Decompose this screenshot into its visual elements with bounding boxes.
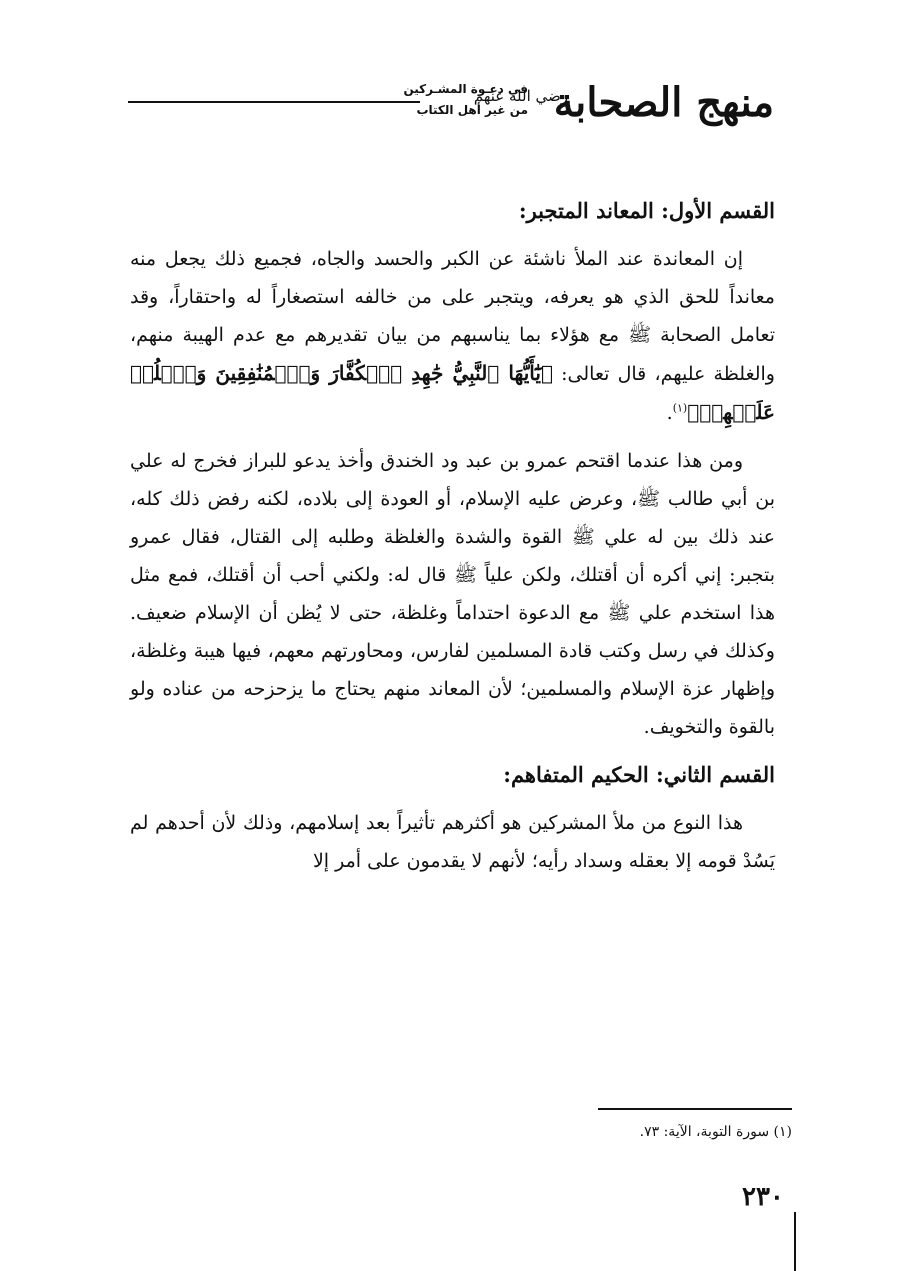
footnote: (١) سورة التوبة، الآية: ٧٣.: [639, 1124, 792, 1140]
page-number: ٢٣٠: [742, 1182, 784, 1212]
section-2: [130, 756, 775, 880]
page-body: [130, 192, 775, 890]
footnote-reference[interactable]: (١): [672, 401, 688, 415]
header-divider: [128, 101, 420, 103]
book-title-logo: منهج الصحابة: [553, 79, 774, 126]
subtitle-line-2: من غير أهل الكتاب: [416, 103, 528, 117]
body-paragraph: هذا النوع من ملأ المشركين هو أكثرهم تأثيراً بعد إسلامهم، وذلك لأن أحدهم لم يَسُدْ قومه إلا بعقله وسداد رأيه؛ لأنهم لا يقدمون على أمر إلا: [130, 812, 775, 872]
body-paragraph: ومن هذا عندما اقتحم عمرو بن عبد ود الخندق وأخذ يدعو للبراز فخرج له علي بن أبي طالب ﷺ، وعرض عليه الإسلام، أو العودة إلى بلاده، لكنه رفض ذلك كله، عند ذلك بين له علي ﷺ القوة والشدة والغلظة وطلبه إلى القتال، فقال عمرو بتجبر: إني أكره أن أقتلك، ولكن علياً ﷺ قال له: ولكني أحب أن أقتلك، فمع مثل هذا استخدم علي ﷺ مع الدعوة احتداماً وغلظة، حتى لا يُظن أن الإسلام ضعيف. وكذلك في رسل وكتب قادة المسلمين لفارس، ومحاورتهم معهم، فيها هيبة وغلظة، وإظهار عزة الإسلام والمسلمين؛ لأن المعاند منهم يحتاج ما يزحزحه من عناده ولو بالقوة والتخويف.: [130, 450, 775, 738]
subtitle-line-1: في دعـوة المشـركين: [403, 82, 528, 96]
section-heading: القسم الثاني: الحكيم المتفاهم:: [503, 762, 775, 787]
quran-verse: ﴿يَٰٓأَيُّهَا ٱلنَّبِيُّ جَٰهِدِ ٱلۡكُفَّارَ وَٱلۡمُنَٰفِقِينَ وَٱغۡلُظۡ عَلَيۡهِمۡ﴾: [130, 361, 775, 424]
paragraph-text: إن المعاندة عند الملأ ناشئة عن الكبر والحسد والجاه، فجميع ذلك يجعل منه معانداً للحق الذي هو يعرفه، ويتجبر على من خالفه استصغاراً له واحتقاراً، وقد تعامل الصحابة ﷺ مع هؤلاء بما يناسبهم من بيان تقديرهم مع عدم الهيبة منهم، والغلظة عليهم، قال تعالى:: [130, 248, 775, 385]
body-paragraph: [130, 240, 775, 432]
running-header: [128, 75, 774, 155]
header-subtitle: [403, 79, 528, 121]
section-1: [130, 192, 775, 746]
margin-rule: [794, 1212, 796, 1271]
paragraph-tail: .: [666, 402, 673, 424]
honorific-calligraphy: رضي الله عنهم: [473, 87, 568, 105]
footnote-divider: [598, 1108, 792, 1110]
section-heading: القسم الأول: المعاند المتجبر:: [518, 198, 775, 223]
